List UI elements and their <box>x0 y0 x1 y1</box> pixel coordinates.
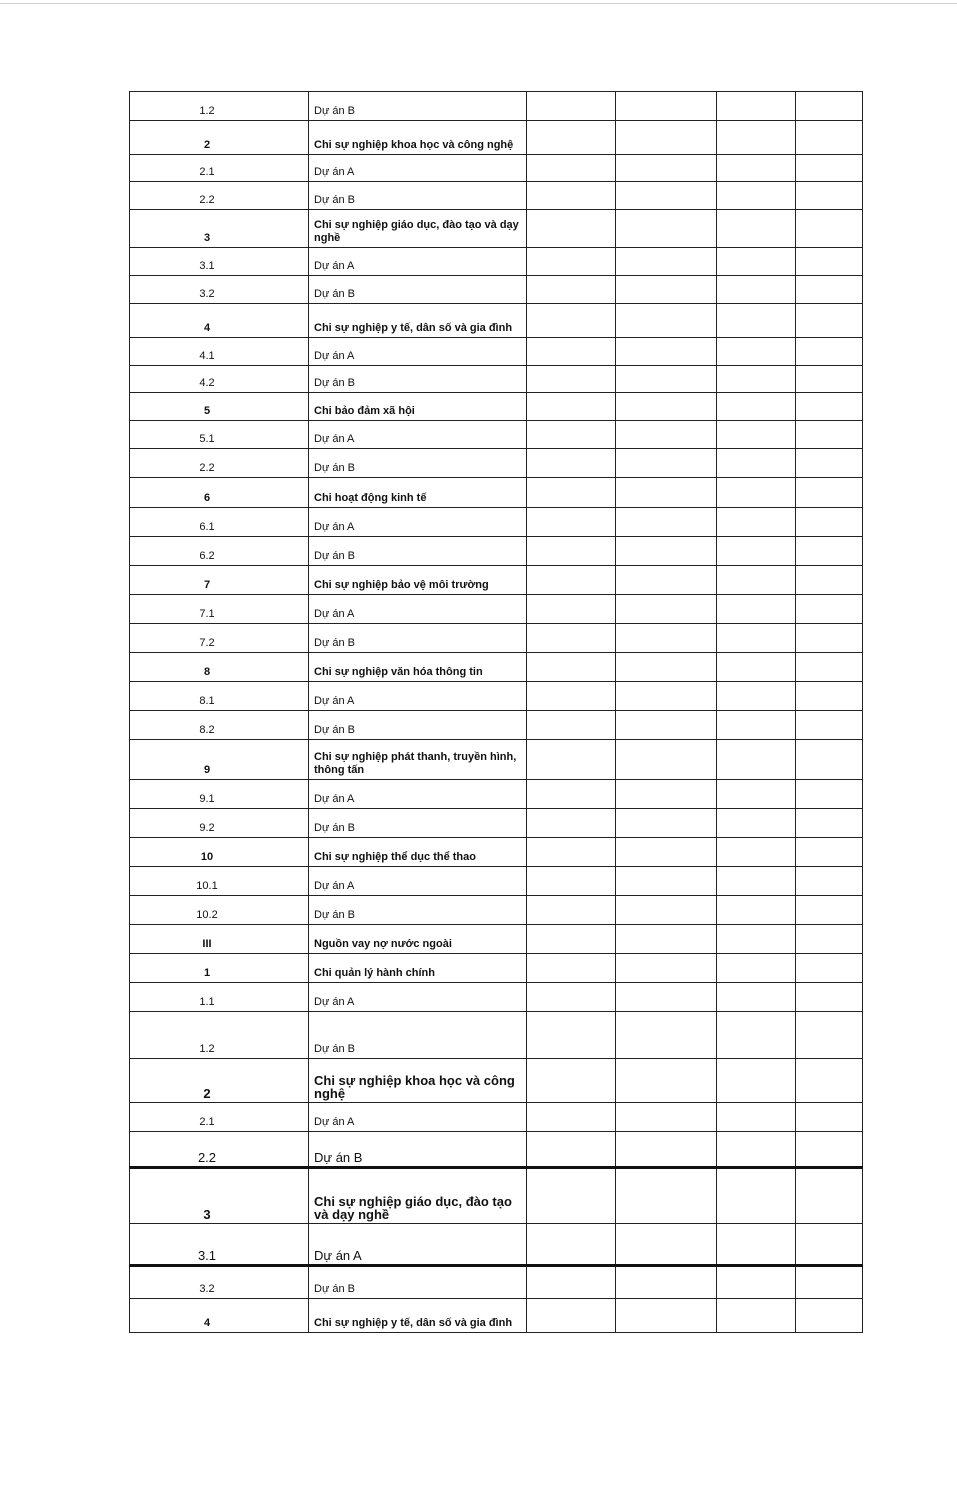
table-row <box>130 1132 863 1168</box>
value-cell <box>527 182 616 210</box>
table-row <box>130 896 863 925</box>
value-cell <box>717 983 796 1012</box>
row-name-cell: Dự án B <box>309 276 527 304</box>
row-number-cell: 2.2 <box>130 449 309 478</box>
row-number-cell: 3.2 <box>130 1266 309 1299</box>
value-cell <box>527 210 616 248</box>
row-number-cell: 3.2 <box>130 276 309 304</box>
row-name-cell: Dự án B <box>309 896 527 925</box>
value-cell <box>616 478 717 508</box>
value-cell <box>527 1224 616 1266</box>
value-cell <box>796 925 863 954</box>
value-cell <box>717 338 796 366</box>
value-cell <box>527 711 616 740</box>
budget-table <box>129 91 863 1333</box>
value-cell <box>717 121 796 155</box>
value-cell <box>796 983 863 1012</box>
table-row <box>130 210 863 248</box>
row-number-cell: 8.1 <box>130 682 309 711</box>
value-cell <box>796 780 863 809</box>
table-row <box>130 393 863 421</box>
value-cell <box>527 92 616 121</box>
row-name-cell: Chi sự nghiệp phát thanh, truyền hình, thông tấn <box>309 740 527 780</box>
value-cell <box>717 809 796 838</box>
value-cell <box>796 1103 863 1132</box>
value-cell <box>616 276 717 304</box>
row-number-cell: 9.1 <box>130 780 309 809</box>
value-cell <box>616 421 717 449</box>
row-name-cell: Dự án A <box>309 1103 527 1132</box>
table-row <box>130 566 863 595</box>
row-number-cell: 3 <box>130 1168 309 1224</box>
value-cell <box>717 92 796 121</box>
value-cell <box>717 1059 796 1103</box>
value-cell <box>616 809 717 838</box>
value-cell <box>527 624 616 653</box>
table-row <box>130 508 863 537</box>
row-number-cell: 10 <box>130 838 309 867</box>
row-name-cell: Chi sự nghiệp giáo dục, đào tạo và dạy nghề <box>309 1168 527 1224</box>
row-number-cell: 2.1 <box>130 155 309 182</box>
value-cell <box>717 1299 796 1333</box>
row-name-cell: Chi sự nghiệp giáo dục, đào tạo và dạy nghề <box>309 210 527 248</box>
value-cell <box>527 983 616 1012</box>
value-cell <box>717 1168 796 1224</box>
row-name-cell: Dự án A <box>309 155 527 182</box>
row-name-cell: Dự án A <box>309 338 527 366</box>
row-number-cell: 2 <box>130 121 309 155</box>
value-cell <box>796 393 863 421</box>
row-number-cell: 6.2 <box>130 537 309 566</box>
row-number-cell: 7.1 <box>130 595 309 624</box>
table-row <box>130 925 863 954</box>
value-cell <box>527 508 616 537</box>
value-cell <box>527 1299 616 1333</box>
row-number-cell: 5 <box>130 393 309 421</box>
value-cell <box>796 276 863 304</box>
value-cell <box>616 155 717 182</box>
row-name-cell: Chi sự nghiệp thể dục thể thao <box>309 838 527 867</box>
value-cell <box>527 867 616 896</box>
value-cell <box>796 182 863 210</box>
value-cell <box>717 595 796 624</box>
row-number-cell: 3.1 <box>130 248 309 276</box>
value-cell <box>616 925 717 954</box>
row-number-cell: 3.1 <box>130 1224 309 1266</box>
row-name-cell: Chi sự nghiệp khoa học và công nghệ <box>309 121 527 155</box>
row-name-cell: Dự án A <box>309 508 527 537</box>
value-cell <box>717 653 796 682</box>
value-cell <box>616 838 717 867</box>
value-cell <box>527 393 616 421</box>
value-cell <box>796 121 863 155</box>
table-row <box>130 838 863 867</box>
value-cell <box>796 1266 863 1299</box>
table-row <box>130 478 863 508</box>
row-number-cell: 1.2 <box>130 1012 309 1059</box>
value-cell <box>796 1299 863 1333</box>
value-cell <box>796 653 863 682</box>
table-row <box>130 449 863 478</box>
value-cell <box>616 210 717 248</box>
row-number-cell: 2 <box>130 1059 309 1103</box>
value-cell <box>796 1012 863 1059</box>
value-cell <box>616 248 717 276</box>
value-cell <box>616 537 717 566</box>
value-cell <box>616 1012 717 1059</box>
value-cell <box>717 566 796 595</box>
table-row <box>130 1266 863 1299</box>
value-cell <box>527 740 616 780</box>
value-cell <box>796 155 863 182</box>
value-cell <box>717 366 796 393</box>
value-cell <box>796 508 863 537</box>
value-cell <box>616 954 717 983</box>
value-cell <box>796 809 863 838</box>
value-cell <box>616 1103 717 1132</box>
value-cell <box>796 338 863 366</box>
value-cell <box>616 653 717 682</box>
value-cell <box>616 338 717 366</box>
table-row <box>130 338 863 366</box>
table-row <box>130 653 863 682</box>
row-name-cell: Dự án B <box>309 1132 527 1168</box>
table-row <box>130 780 863 809</box>
table-row <box>130 182 863 210</box>
row-name-cell: Dự án B <box>309 1012 527 1059</box>
value-cell <box>796 867 863 896</box>
table-row <box>130 1059 863 1103</box>
row-name-cell: Dự án B <box>309 366 527 393</box>
value-cell <box>527 1059 616 1103</box>
table-row <box>130 595 863 624</box>
value-cell <box>527 838 616 867</box>
value-cell <box>796 595 863 624</box>
row-name-cell: Dự án B <box>309 537 527 566</box>
row-name-cell: Chi hoạt động kinh tế <box>309 478 527 508</box>
value-cell <box>616 566 717 595</box>
row-name-cell: Chi sự nghiệp bảo vệ môi trường <box>309 566 527 595</box>
value-cell <box>796 1059 863 1103</box>
row-name-cell: Chi sự nghiệp y tế, dân số và gia đình <box>309 304 527 338</box>
value-cell <box>796 624 863 653</box>
scan-edge-line <box>0 3 957 4</box>
table-row <box>130 954 863 983</box>
row-number-cell: 1 <box>130 954 309 983</box>
value-cell <box>796 838 863 867</box>
table-row <box>130 1299 863 1333</box>
row-name-cell: Dự án B <box>309 624 527 653</box>
value-cell <box>616 508 717 537</box>
value-cell <box>796 304 863 338</box>
value-cell <box>616 182 717 210</box>
value-cell <box>796 449 863 478</box>
table-row <box>130 682 863 711</box>
value-cell <box>527 276 616 304</box>
table-row <box>130 711 863 740</box>
row-number-cell: 6 <box>130 478 309 508</box>
value-cell <box>717 508 796 537</box>
value-cell <box>527 925 616 954</box>
row-name-cell: Dự án B <box>309 182 527 210</box>
value-cell <box>717 248 796 276</box>
row-name-cell: Dự án A <box>309 983 527 1012</box>
value-cell <box>717 780 796 809</box>
value-cell <box>616 92 717 121</box>
value-cell <box>796 896 863 925</box>
row-number-cell: 9 <box>130 740 309 780</box>
value-cell <box>616 1132 717 1168</box>
value-cell <box>717 954 796 983</box>
row-name-cell: Chi bảo đảm xã hội <box>309 393 527 421</box>
value-cell <box>527 1168 616 1224</box>
row-name-cell: Dự án A <box>309 780 527 809</box>
row-name-cell: Chi sự nghiệp văn hóa thông tin <box>309 653 527 682</box>
row-name-cell: Chi quản lý hành chính <box>309 954 527 983</box>
value-cell <box>616 1059 717 1103</box>
table-row <box>130 155 863 182</box>
value-cell <box>796 1132 863 1168</box>
value-cell <box>527 896 616 925</box>
value-cell <box>616 304 717 338</box>
row-number-cell: 2.2 <box>130 182 309 210</box>
row-name-cell: Dự án B <box>309 711 527 740</box>
value-cell <box>796 537 863 566</box>
table-row <box>130 1168 863 1224</box>
value-cell <box>616 1168 717 1224</box>
value-cell <box>717 393 796 421</box>
value-cell <box>527 682 616 711</box>
row-number-cell: 10.2 <box>130 896 309 925</box>
value-cell <box>796 366 863 393</box>
row-number-cell: 6.1 <box>130 508 309 537</box>
value-cell <box>717 478 796 508</box>
row-name-cell: Dự án B <box>309 92 527 121</box>
table-row <box>130 983 863 1012</box>
table-row <box>130 740 863 780</box>
value-cell <box>717 1132 796 1168</box>
value-cell <box>527 449 616 478</box>
value-cell <box>616 896 717 925</box>
value-cell <box>616 711 717 740</box>
value-cell <box>717 421 796 449</box>
value-cell <box>796 682 863 711</box>
value-cell <box>796 248 863 276</box>
row-number-cell: 4 <box>130 1299 309 1333</box>
row-number-cell: 4.2 <box>130 366 309 393</box>
row-number-cell: 3 <box>130 210 309 248</box>
value-cell <box>717 537 796 566</box>
value-cell <box>796 92 863 121</box>
row-name-cell: Dự án A <box>309 248 527 276</box>
table-row <box>130 1103 863 1132</box>
table-row <box>130 92 863 121</box>
value-cell <box>796 954 863 983</box>
value-cell <box>527 954 616 983</box>
value-cell <box>616 595 717 624</box>
value-cell <box>527 653 616 682</box>
value-cell <box>717 155 796 182</box>
value-cell <box>616 449 717 478</box>
value-cell <box>717 711 796 740</box>
value-cell <box>527 338 616 366</box>
value-cell <box>527 304 616 338</box>
row-number-cell: 1.2 <box>130 92 309 121</box>
row-name-cell: Dự án B <box>309 449 527 478</box>
value-cell <box>616 1299 717 1333</box>
value-cell <box>616 1224 717 1266</box>
value-cell <box>616 366 717 393</box>
value-cell <box>717 276 796 304</box>
value-cell <box>717 449 796 478</box>
value-cell <box>717 740 796 780</box>
row-number-cell: 2.2 <box>130 1132 309 1168</box>
value-cell <box>717 210 796 248</box>
value-cell <box>527 1266 616 1299</box>
value-cell <box>616 1266 717 1299</box>
row-number-cell: 10.1 <box>130 867 309 896</box>
value-cell <box>527 1012 616 1059</box>
table-row <box>130 624 863 653</box>
value-cell <box>527 248 616 276</box>
value-cell <box>527 566 616 595</box>
value-cell <box>527 595 616 624</box>
table-row <box>130 1012 863 1059</box>
value-cell <box>717 838 796 867</box>
table-row <box>130 537 863 566</box>
table-row <box>130 304 863 338</box>
value-cell <box>796 478 863 508</box>
row-number-cell: 1.1 <box>130 983 309 1012</box>
table-row <box>130 121 863 155</box>
row-name-cell: Chi sự nghiệp y tế, dân số và gia đình <box>309 1299 527 1333</box>
value-cell <box>616 780 717 809</box>
row-number-cell: 4.1 <box>130 338 309 366</box>
value-cell <box>616 121 717 155</box>
value-cell <box>717 1224 796 1266</box>
value-cell <box>527 121 616 155</box>
table-row <box>130 248 863 276</box>
row-number-cell: 4 <box>130 304 309 338</box>
value-cell <box>616 983 717 1012</box>
row-name-cell: Nguồn vay nợ nước ngoài <box>309 925 527 954</box>
table-row <box>130 421 863 449</box>
row-number-cell: III <box>130 925 309 954</box>
value-cell <box>717 896 796 925</box>
row-name-cell: Dự án A <box>309 682 527 711</box>
row-name-cell: Dự án B <box>309 1266 527 1299</box>
value-cell <box>527 537 616 566</box>
value-cell <box>796 566 863 595</box>
value-cell <box>527 780 616 809</box>
table-row <box>130 1224 863 1266</box>
value-cell <box>616 682 717 711</box>
value-cell <box>616 624 717 653</box>
value-cell <box>796 421 863 449</box>
row-name-cell: Dự án B <box>309 809 527 838</box>
value-cell <box>717 624 796 653</box>
value-cell <box>796 1168 863 1224</box>
row-name-cell: Dự án A <box>309 421 527 449</box>
row-number-cell: 7.2 <box>130 624 309 653</box>
table-row <box>130 366 863 393</box>
value-cell <box>527 1132 616 1168</box>
value-cell <box>616 867 717 896</box>
row-number-cell: 9.2 <box>130 809 309 838</box>
value-cell <box>717 682 796 711</box>
value-cell <box>717 867 796 896</box>
row-number-cell: 7 <box>130 566 309 595</box>
table-body <box>130 92 863 1333</box>
table-row <box>130 867 863 896</box>
value-cell <box>717 304 796 338</box>
value-cell <box>717 182 796 210</box>
value-cell <box>796 210 863 248</box>
value-cell <box>796 740 863 780</box>
value-cell <box>796 1224 863 1266</box>
row-number-cell: 8 <box>130 653 309 682</box>
value-cell <box>527 478 616 508</box>
row-name-cell: Dự án A <box>309 1224 527 1266</box>
value-cell <box>527 366 616 393</box>
row-name-cell: Dự án A <box>309 595 527 624</box>
row-name-cell: Dự án A <box>309 867 527 896</box>
value-cell <box>527 1103 616 1132</box>
table-row <box>130 276 863 304</box>
value-cell <box>616 393 717 421</box>
value-cell <box>527 155 616 182</box>
value-cell <box>717 925 796 954</box>
value-cell <box>616 740 717 780</box>
value-cell <box>717 1266 796 1299</box>
table-row <box>130 809 863 838</box>
row-number-cell: 5.1 <box>130 421 309 449</box>
value-cell <box>527 809 616 838</box>
value-cell <box>717 1012 796 1059</box>
row-name-cell: Chi sự nghiệp khoa học và công nghệ <box>309 1059 527 1103</box>
value-cell <box>527 421 616 449</box>
value-cell <box>796 711 863 740</box>
row-number-cell: 2.1 <box>130 1103 309 1132</box>
row-number-cell: 8.2 <box>130 711 309 740</box>
value-cell <box>717 1103 796 1132</box>
